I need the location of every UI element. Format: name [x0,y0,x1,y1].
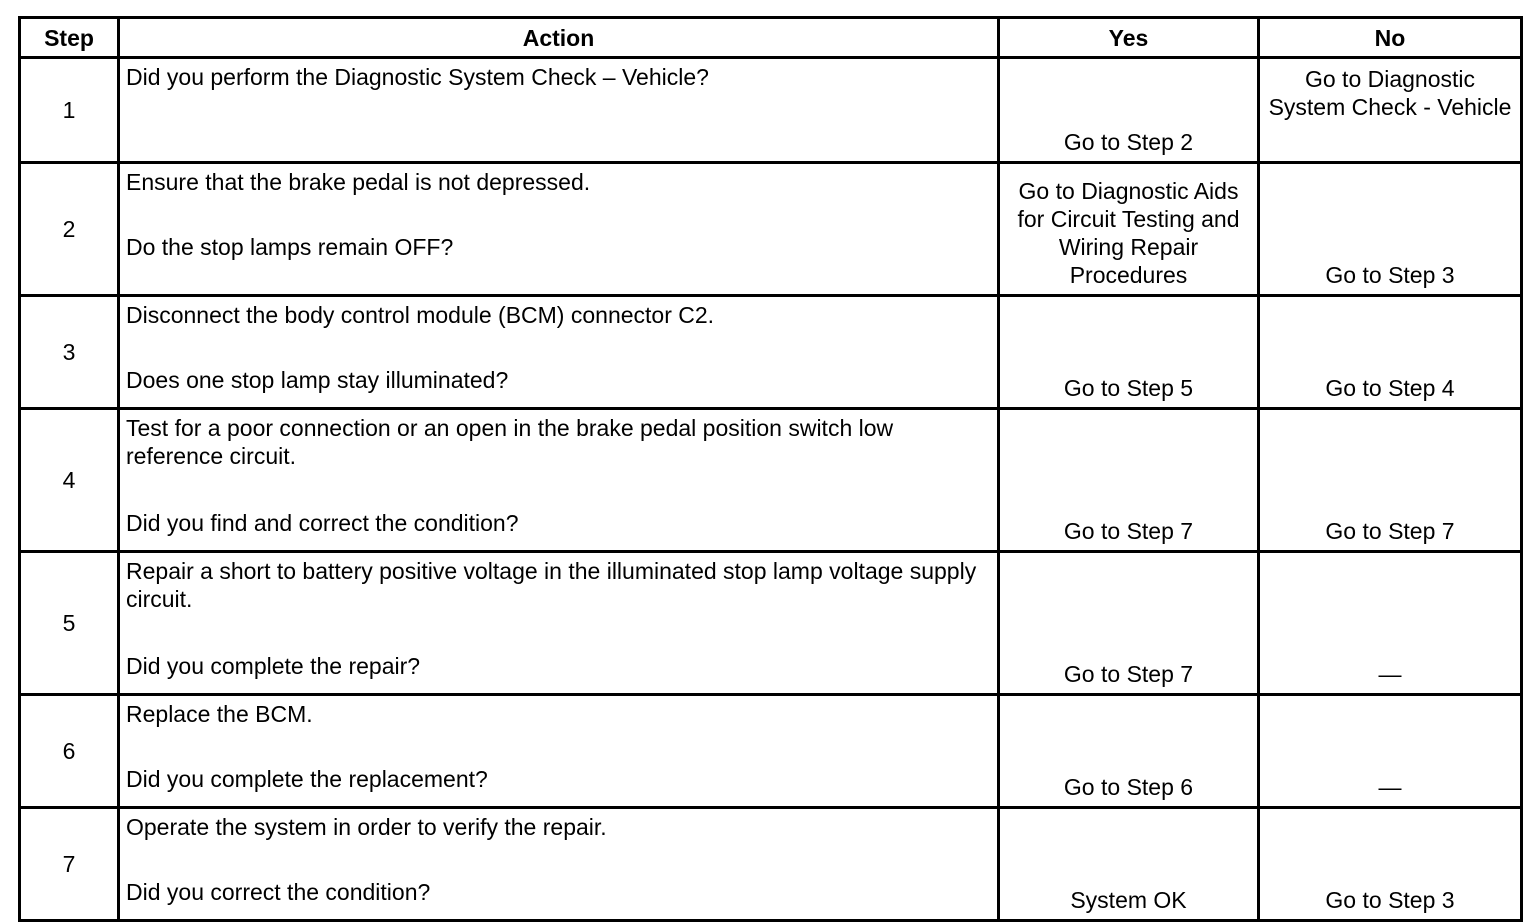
action-cell [119,58,999,163]
action-instruction: Repair a short to battery positive voltage in the illuminated stop lamp voltage supply circuit. [126,558,977,612]
yes-result: Go to Step 6 [999,695,1259,808]
action-instruction: Did you perform the Diagnostic System Check – Vehicle? [126,64,709,90]
action-instruction: Disconnect the body control module (BCM) connector C2. [126,302,715,328]
action-instruction: Test for a poor connection or an open in the brake pedal position switch low reference circuit. [126,415,894,469]
action-question: Did you find and correct the condition? [126,510,519,536]
yes-result: Go to Step 5 [999,296,1259,409]
step-number: 1 [20,58,119,163]
yes-result: Go to Step 7 [999,552,1259,695]
table-row [20,552,1522,695]
table-row [20,58,1522,163]
action-instruction: Ensure that the brake pedal is not depressed. [126,169,591,195]
table-row [20,296,1522,409]
yes-result: Go to Step 2 [999,58,1259,163]
action-question: Did you complete the repair? [126,653,421,679]
action-cell [119,409,999,552]
diagnostic-table [18,16,1523,922]
yes-result: System OK [999,808,1259,921]
action-cell [119,552,999,695]
step-number: 2 [20,163,119,296]
header-no: No [1259,18,1522,58]
step-number: 4 [20,409,119,552]
action-question: Do the stop lamps remain OFF? [126,234,454,260]
no-result: Go to Step 3 [1259,808,1522,921]
step-number: 7 [20,808,119,921]
action-cell [119,808,999,921]
no-result: Go to Step 7 [1259,409,1522,552]
no-result: Go to Diagnostic System Check - Vehicle [1259,58,1522,163]
no-result: — [1259,695,1522,808]
yes-result: Go to Diagnostic Aids for Circuit Testing and Wiring Repair Procedures [999,163,1259,296]
yes-result: Go to Step 7 [999,409,1259,552]
action-cell [119,163,999,296]
action-instruction: Operate the system in order to verify the repair. [126,814,607,840]
table-row [20,695,1522,808]
header-yes: Yes [999,18,1259,58]
step-number: 3 [20,296,119,409]
action-question: Does one stop lamp stay illuminated? [126,367,509,393]
table-row [20,163,1522,296]
no-result: — [1259,552,1522,695]
step-number: 5 [20,552,119,695]
step-number: 6 [20,695,119,808]
action-question: Did you correct the condition? [126,879,431,905]
no-result: Go to Step 4 [1259,296,1522,409]
no-result: Go to Step 3 [1259,163,1522,296]
header-step: Step [20,18,119,58]
header-action: Action [119,18,999,58]
table-row [20,409,1522,552]
action-cell [119,695,999,808]
action-instruction: Replace the BCM. [126,701,313,727]
action-question: Did you complete the replacement? [126,766,488,792]
action-cell [119,296,999,409]
table-row [20,808,1522,921]
header-row [20,18,1522,58]
